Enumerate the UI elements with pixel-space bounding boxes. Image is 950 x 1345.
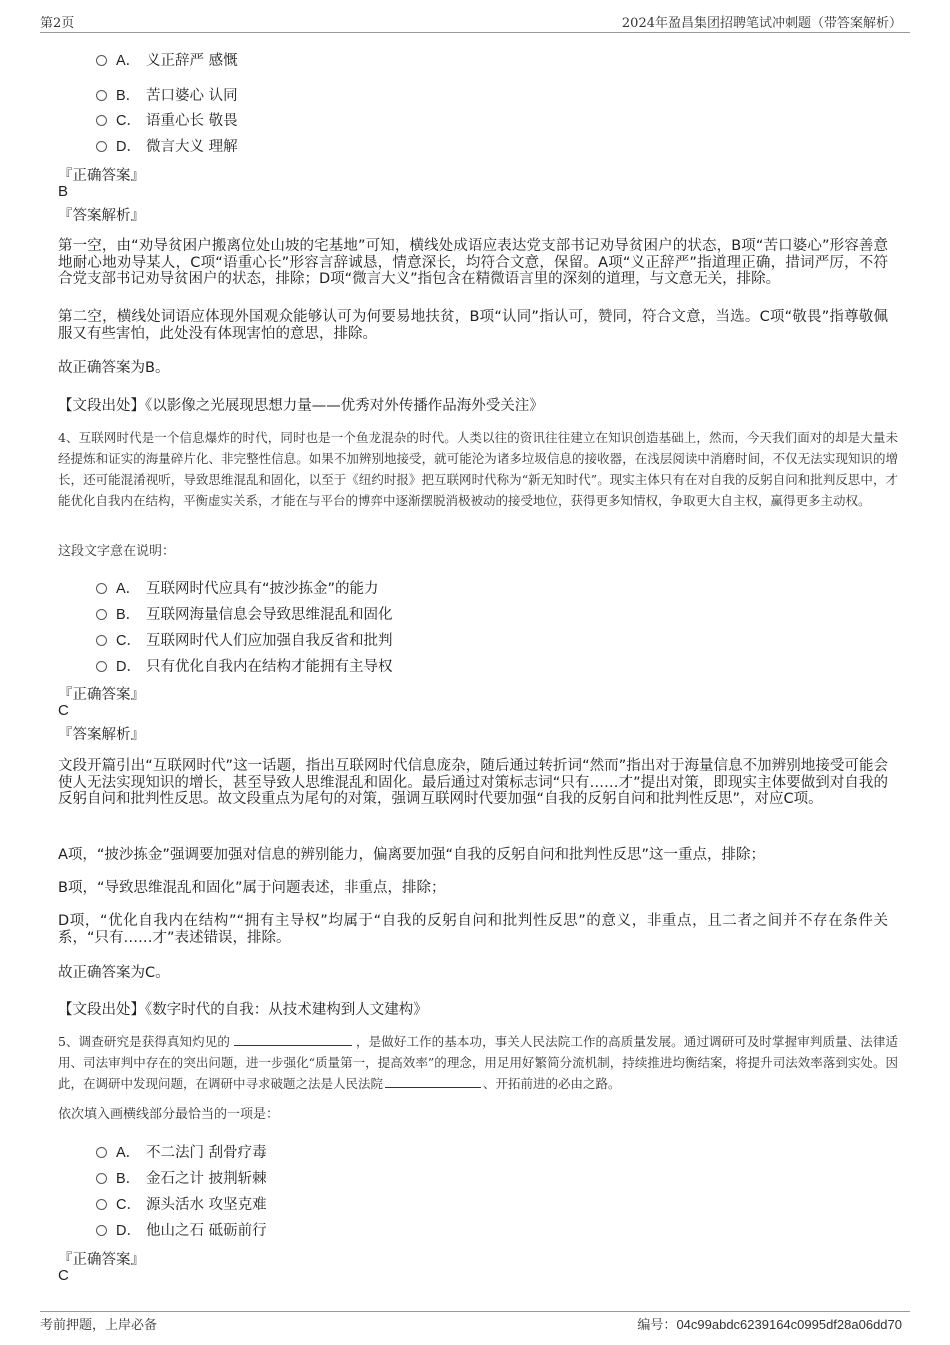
radio-icon[interactable] xyxy=(96,583,107,594)
footer-slogan: 考前押题，上岸必备 xyxy=(40,1318,158,1333)
q5-stem xyxy=(58,1031,898,1094)
radio-icon[interactable] xyxy=(96,115,107,126)
q4-option-c[interactable] xyxy=(96,628,393,650)
q3-option-c[interactable] xyxy=(96,108,238,130)
option-text: 不二法门 刮骨疗毒 xyxy=(146,1144,267,1161)
option-text: 互联网时代应具有“披沙拣金”的能力 xyxy=(146,580,379,597)
q3-option-a[interactable] xyxy=(96,48,238,70)
option-text: 源头活水 攻坚克难 xyxy=(146,1196,267,1213)
footer-divider xyxy=(40,1311,910,1312)
option-text: 义正辞严 感慨 xyxy=(146,52,238,69)
option-text: 他山之石 砥砺前行 xyxy=(146,1222,267,1239)
option-letter: B． xyxy=(116,1170,141,1187)
radio-icon[interactable] xyxy=(96,1147,107,1158)
option-text: 苦口婆心 认同 xyxy=(146,87,238,104)
q3-option-b[interactable] xyxy=(96,83,238,105)
option-letter: C． xyxy=(116,1196,141,1213)
q5-option-d[interactable] xyxy=(96,1218,267,1240)
q4-analysis-option-a: A项，“披沙拣金”强调要加强对信息的辨别能力，偏离要加强“自我的反躬自问和批判性反思”这一重点，排除； xyxy=(58,847,765,863)
radio-icon[interactable] xyxy=(96,635,107,646)
q5-option-b[interactable] xyxy=(96,1166,267,1188)
document-title: 2024年盈昌集团招聘笔试冲刺题（带答案解析） xyxy=(621,16,902,31)
radio-icon[interactable] xyxy=(96,661,107,672)
option-text: 只有优化自我内在结构才能拥有主导权 xyxy=(146,658,393,675)
q4-analysis-option-d: D项，“优化自我内在结构”“拥有主导权”均属于“自我的反躬自问和批判性反思”的意义，非重点，且二者之间并不存在条件关系，“只有……才”表述错误，排除。 xyxy=(58,913,888,946)
q3-answer-label: 『正确答案』 xyxy=(58,168,145,184)
option-text: 互联网海量信息会导致思维混乱和固化 xyxy=(146,606,393,623)
q3-analysis-paragraph-1: 第一空，由“劝导贫困户搬离位处山坡的宅基地”可知，横线处成语应表达党支部书记劝导贫困户的状态，B项“苦口婆心”形容善意地耐心地劝导某人，C项“语重心长”形容言辞诚恳，情意深长，均符合文意，保留。A项“义正辞严”指道理正确，措词严厉，不符合党支部书记劝导贫困户的状态，排除；D项“微言大义”指包含在精微语言里的深刻的道理，与文意无关，排除。 xyxy=(58,238,888,287)
radio-icon[interactable] xyxy=(96,55,107,66)
q5-option-c[interactable] xyxy=(96,1192,267,1214)
q5-option-a[interactable] xyxy=(96,1140,267,1162)
q3-answer: B xyxy=(58,183,69,200)
q5-answer-label: 『正确答案』 xyxy=(58,1252,145,1268)
q5-stem-part-1: 5、调查研究是获得真知灼见的 xyxy=(58,1034,230,1049)
q3-analysis-paragraph-2: 第二空，横线处词语应体现外国观众能够认可为何要易地扶贫，B项“认同”指认可，赞同，符合文意，当选。C项“敬畏”指尊敬佩服又有些害怕，此处没有体现害怕的意思，排除。 xyxy=(58,309,888,342)
q4-option-a[interactable] xyxy=(96,576,379,598)
q4-option-b[interactable] xyxy=(96,602,393,624)
page-number: 第2页 xyxy=(40,16,75,31)
q4-stem: 4、互联网时代是一个信息爆炸的时代，同时也是一个鱼龙混杂的时代。人类以往的资讯往往建立在知识创造基础上，然而，今天我们面对的却是大量未经提炼和证实的海量碎片化、非完整性信息。如果不加辨别地接受，就可能沦为诸多垃圾信息的接收器，在浅层阅读中消磨时间，不仅无法实现知识的增长，还可能混淆视听，导致思维混乱和固化，以至于《纽约时报》把互联网时代称为“新无知时代”。现实主体只有在对自我的反躬自问和批判反思中，才能优化自我内在结构，平衡虚实关系，才能在与平台的博弈中逐渐摆脱消极被动的接受地位，获得更多知情权，争取更大自主权，赢得更多主动权。 xyxy=(58,430,898,508)
q4-analysis-label: 『答案解析』 xyxy=(58,727,145,743)
code-label: 编号： xyxy=(637,1318,677,1333)
code-value: 04c99abdc6239164c0995df28a06dd70 xyxy=(676,1317,902,1332)
q4-analysis-conclusion: 故正确答案为C。 xyxy=(58,965,170,981)
option-letter: A． xyxy=(116,1144,141,1161)
q4-analysis-option-b: B项，“导致思维混乱和固化”属于问题表述，非重点，排除； xyxy=(58,880,446,896)
q3-option-d[interactable] xyxy=(96,134,238,156)
blank-line-2 xyxy=(385,1075,481,1088)
q4-source: 【文段出处】《数字时代的自我：从技术建构到人文建构》 xyxy=(58,1002,428,1018)
document-code xyxy=(637,1314,902,1333)
option-letter: B． xyxy=(116,87,141,104)
option-letter: A． xyxy=(116,52,141,69)
q5-answer: C xyxy=(58,1267,69,1284)
radio-icon[interactable] xyxy=(96,609,107,620)
radio-icon[interactable] xyxy=(96,1225,107,1236)
radio-icon[interactable] xyxy=(96,1173,107,1184)
option-letter: C． xyxy=(116,632,141,649)
option-letter: D． xyxy=(116,1222,141,1239)
radio-icon[interactable] xyxy=(96,90,107,101)
q4-question: 这段文字意在说明： xyxy=(58,544,176,559)
option-letter: C． xyxy=(116,112,141,129)
option-text: 互联网时代人们应加强自我反省和批判 xyxy=(146,632,393,649)
q5-stem-part-3: 、开拓前进的必由之路。 xyxy=(483,1076,621,1091)
radio-icon[interactable] xyxy=(96,141,107,152)
blank-line-1 xyxy=(234,1033,352,1046)
q4-answer-label: 『正确答案』 xyxy=(58,687,145,703)
q4-answer: C xyxy=(58,702,69,719)
option-letter: D． xyxy=(116,138,141,155)
q4-option-d[interactable] xyxy=(96,654,393,676)
q3-source: 【文段出处】《以影像之光展现思想力量——优秀对外传播作品海外受关注》 xyxy=(58,398,544,414)
option-letter: B． xyxy=(116,606,141,623)
q4-analysis-paragraph-1: 文段开篇引出“互联网时代”这一话题，指出互联网时代信息庞杂，随后通过转折词“然而”指出对于海量信息不加辨别地接受可能会使人无法实现知识的增长，甚至导致人思维混乱和固化。最后通过对策标志词“只有……才”提出对策，即现实主体要做到对自我的反躬自问和批判性反思。故文段重点为尾句的对策，强调互联网时代要加强“自我的反躬自问和批判性反思”，对应C项。 xyxy=(58,758,888,807)
option-letter: D． xyxy=(116,658,141,675)
q5-question: 依次填入画横线部分最恰当的一项是： xyxy=(58,1107,280,1122)
q5-stem-part-2: ，是做好工作的基本功，事关人民法院工作的高质量发展。通过调研可及时掌握审判质量、法律适用、司法审判中存在的突出问题，进一步强化“质量第一，提高效率”的理念，用足用好繁简分流机制，持续推进均衡结案，将提升司法效率落到实处。因此，在调研中发现问题，在调研中寻求破题之法是人民法院 xyxy=(58,1034,898,1091)
radio-icon[interactable] xyxy=(96,1199,107,1210)
option-text: 语重心长 敬畏 xyxy=(146,112,238,129)
option-text: 金石之计 披荆斩棘 xyxy=(146,1170,267,1187)
q3-analysis-conclusion: 故正确答案为B。 xyxy=(58,360,170,376)
option-text: 微言大义 理解 xyxy=(146,138,238,155)
header-divider xyxy=(40,32,910,33)
option-letter: A． xyxy=(116,580,141,597)
q3-analysis-label: 『答案解析』 xyxy=(58,208,145,224)
